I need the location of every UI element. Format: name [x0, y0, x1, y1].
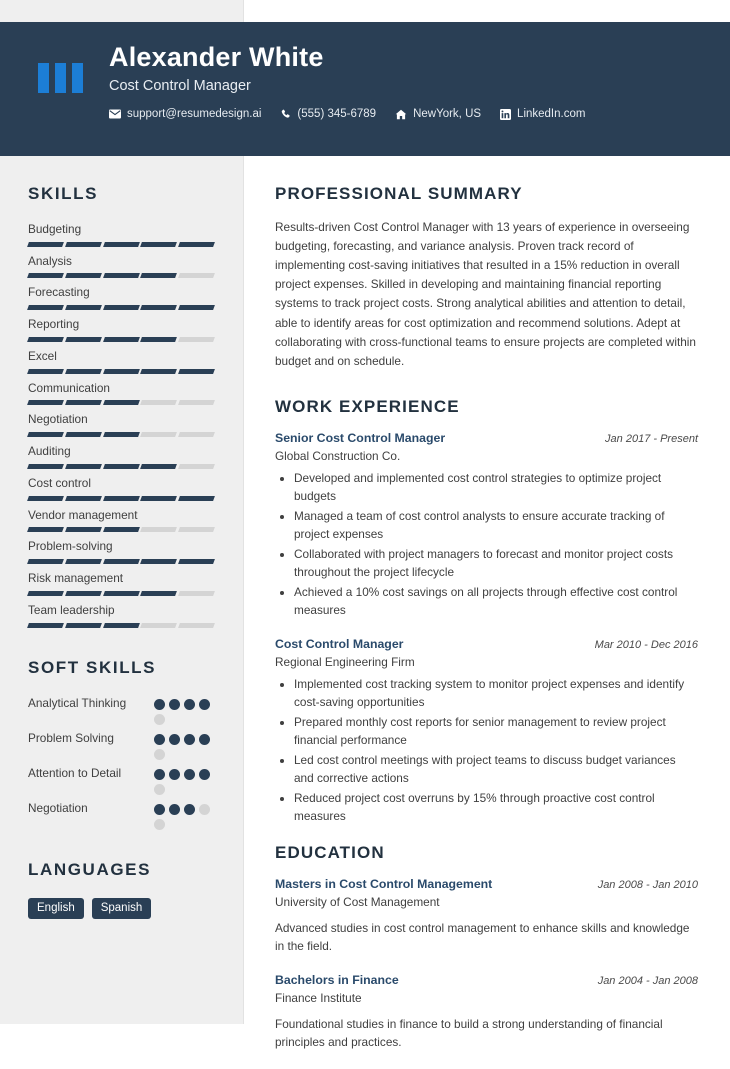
contact-row	[109, 108, 585, 120]
skill-bar-segment	[65, 305, 102, 310]
candidate-name: Alexander White	[109, 42, 324, 72]
three-bars-logo-icon	[38, 63, 83, 93]
skill-bar-segment	[65, 496, 102, 501]
skill-bar-segment	[103, 432, 140, 437]
experience-entry-header	[275, 431, 698, 447]
skill-bar-segment	[178, 559, 215, 564]
skill-level-bar	[28, 527, 214, 532]
education-date: Jan 2008 - Jan 2010	[597, 878, 698, 891]
experience-bullet: • Prepared monthly cost reports for senior management to review project financial performance	[294, 714, 698, 750]
language-chip: Spanish	[92, 898, 152, 920]
skill-bar-segment	[140, 559, 177, 564]
skill-label: Communication	[28, 380, 110, 395]
skill-level-bar	[28, 464, 214, 469]
skill-row	[28, 381, 214, 406]
skill-bar-segment	[140, 337, 177, 342]
rating-dot	[154, 784, 165, 795]
phone-icon	[280, 109, 291, 120]
skill-bar-segment	[178, 527, 215, 532]
experience-entry	[275, 637, 698, 826]
experience-entry-header	[275, 637, 698, 653]
skill-row	[28, 349, 214, 374]
rating-dot	[184, 699, 195, 710]
skill-bar-segment	[65, 369, 102, 374]
skill-bar-segment	[140, 432, 177, 437]
skill-bar-segment	[65, 273, 102, 278]
skill-bar-segment	[178, 337, 215, 342]
skill-level-bar	[28, 273, 214, 278]
skill-row	[28, 476, 214, 501]
skill-bar-segment	[103, 496, 140, 501]
skill-bar-segment	[103, 369, 140, 374]
experience-organization: Regional Engineering Firm	[275, 654, 415, 669]
skill-bar-segment	[27, 496, 64, 501]
contact-location-text: NewYork, US	[413, 108, 482, 121]
professional-summary-heading: PROFESSIONAL SUMMARY	[275, 184, 523, 203]
skill-bar-segment	[27, 305, 64, 310]
skill-bar-segment	[103, 400, 140, 405]
skill-bar-segment	[140, 527, 177, 532]
rating-dot	[169, 769, 180, 780]
skill-label: Excel	[28, 348, 57, 363]
experience-date: Jan 2017 - Present	[605, 432, 698, 445]
linkedin-icon	[500, 109, 511, 120]
education-degree: Masters in Cost Control Management	[275, 876, 493, 891]
skill-row	[28, 317, 214, 342]
skill-bar-segment	[27, 464, 64, 469]
contact-linkedin-text: LinkedIn.com	[517, 108, 586, 121]
rating-dot	[184, 804, 195, 815]
skill-level-bar	[28, 496, 214, 501]
soft-skill-row	[28, 766, 214, 795]
rating-dot	[154, 699, 165, 710]
education-list	[275, 877, 698, 1052]
languages-heading: LANGUAGES	[28, 859, 152, 879]
rating-dot	[154, 769, 165, 780]
education-entry-header	[275, 973, 698, 989]
language-chip: English	[28, 898, 84, 920]
skill-row	[28, 571, 214, 596]
skill-bar-segment	[178, 273, 215, 278]
rating-dot	[199, 699, 210, 710]
skill-level-bar	[28, 591, 214, 596]
work-experience-list	[275, 431, 698, 826]
education-description: Advanced studies in cost control management to enhance skills and knowledge in the field.	[275, 921, 690, 954]
skill-bar-segment	[27, 273, 64, 278]
skill-label: Budgeting	[28, 222, 82, 236]
skill-bar-segment	[140, 464, 177, 469]
skill-bar-segment	[178, 496, 215, 501]
skill-row	[28, 285, 214, 310]
contact-email[interactable]	[109, 108, 261, 120]
skill-bar-segment	[103, 623, 140, 628]
skill-bar-segment	[27, 337, 64, 342]
rating-dot	[184, 769, 195, 780]
skill-bar-segment	[65, 432, 102, 437]
experience-bullet: • Implemented cost tracking system to monitor project expenses and identify cost-saving opportunities	[294, 676, 698, 712]
skill-label: Cost control	[28, 475, 91, 490]
skill-label: Problem-solving	[28, 539, 113, 554]
experience-bullet-list	[275, 676, 698, 825]
skill-bar-segment	[140, 305, 177, 310]
rating-dot	[169, 699, 180, 710]
skill-level-bar	[28, 623, 214, 628]
soft-skill-rating-dots	[154, 766, 214, 795]
experience-entry	[275, 431, 698, 620]
experience-bullet-list	[275, 470, 698, 619]
rating-dot	[184, 734, 195, 745]
skill-bar-segment	[178, 432, 215, 437]
skill-level-bar	[28, 337, 214, 342]
skill-level-bar	[28, 400, 214, 405]
education-heading: EDUCATION	[275, 842, 385, 862]
skill-bar-segment	[27, 527, 64, 532]
skill-label: Analysis	[28, 253, 72, 268]
skill-level-bar	[28, 242, 214, 247]
candidate-job-title: Cost Control Manager	[109, 78, 251, 95]
skill-bar-segment	[178, 464, 215, 469]
soft-skills-heading: SOFT SKILLS	[28, 657, 157, 677]
skill-level-bar	[28, 559, 214, 564]
skill-bar-segment	[65, 623, 102, 628]
rating-dot	[154, 749, 165, 760]
skill-label: Auditing	[28, 444, 71, 459]
skill-bar-segment	[103, 591, 140, 596]
education-entry	[275, 973, 698, 1052]
rating-dot	[154, 804, 165, 815]
skill-row	[28, 222, 214, 247]
skill-bar-segment	[103, 273, 140, 278]
languages-list	[28, 898, 214, 920]
rating-dot	[199, 734, 210, 745]
skill-bar-segment	[65, 242, 102, 247]
education-institution: University of Cost Management	[275, 894, 440, 909]
skill-bar-segment	[27, 432, 64, 437]
rating-dot	[169, 734, 180, 745]
work-experience-heading: WORK EXPERIENCE	[275, 396, 460, 416]
skill-bar-segment	[27, 242, 64, 247]
skills-heading: SKILLS	[28, 184, 99, 203]
skills-list	[28, 222, 214, 628]
skill-label: Team leadership	[28, 602, 115, 617]
contact-phone-text: (555) 345-6789	[297, 108, 377, 121]
contact-email-text: support@resumedesign.ai	[127, 108, 262, 121]
sidebar	[0, 156, 244, 919]
experience-bullet: • Led cost control meetings with project teams to discuss budget variances and corrective actions	[294, 752, 698, 788]
skill-bar-segment	[178, 369, 215, 374]
email-icon	[109, 109, 121, 119]
soft-skill-rating-dots	[154, 801, 214, 830]
skill-bar-segment	[103, 559, 140, 564]
skill-bar-segment	[103, 242, 140, 247]
soft-skill-label: Attention to Detail	[28, 765, 122, 780]
main-column	[244, 156, 730, 1069]
resume-header	[0, 22, 730, 156]
skill-label: Reporting	[28, 317, 80, 332]
soft-skill-label: Negotiation	[28, 800, 88, 815]
skill-bar-segment	[103, 305, 140, 310]
experience-role: Senior Cost Control Manager	[275, 430, 446, 445]
contact-location[interactable]	[395, 108, 481, 120]
skill-bar-segment	[178, 591, 215, 596]
skill-bar-segment	[178, 400, 215, 405]
skill-bar-segment	[27, 559, 64, 564]
skill-bar-segment	[140, 400, 177, 405]
skill-bar-segment	[65, 559, 102, 564]
skill-label: Vendor management	[28, 507, 138, 522]
skill-bar-segment	[27, 591, 64, 596]
soft-skill-row	[28, 696, 214, 725]
experience-bullet: • Collaborated with project managers to forecast and monitor project costs throughout the project lifecycle	[294, 546, 698, 582]
soft-skill-rating-dots	[154, 731, 214, 760]
skill-bar-segment	[178, 242, 215, 247]
rating-dot	[199, 769, 210, 780]
soft-skill-row	[28, 801, 214, 830]
skill-bar-segment	[140, 591, 177, 596]
skill-level-bar	[28, 432, 214, 437]
soft-skill-rating-dots	[154, 696, 214, 725]
skill-row	[28, 603, 214, 628]
soft-skill-label: Problem Solving	[28, 730, 114, 745]
soft-skill-row	[28, 731, 214, 760]
contact-phone[interactable]	[280, 108, 376, 120]
experience-bullet: • Achieved a 10% cost savings on all projects through effective cost control measures	[294, 584, 698, 620]
skill-row	[28, 444, 214, 469]
skill-label: Forecasting	[28, 285, 90, 300]
skill-bar-segment	[27, 400, 64, 405]
skill-bar-segment	[103, 464, 140, 469]
skill-bar-segment	[65, 400, 102, 405]
rating-dot	[154, 714, 165, 725]
experience-bullet: • Reduced project cost overruns by 15% through proactive cost control measures	[294, 790, 698, 826]
education-degree: Bachelors in Finance	[275, 972, 399, 987]
skill-bar-segment	[140, 242, 177, 247]
rating-dot	[154, 819, 165, 830]
skill-bar-segment	[140, 273, 177, 278]
skill-bar-segment	[65, 464, 102, 469]
rating-dot	[154, 734, 165, 745]
skill-bar-segment	[65, 337, 102, 342]
skill-row	[28, 254, 214, 279]
experience-organization: Global Construction Co.	[275, 448, 401, 463]
skill-bar-segment	[103, 337, 140, 342]
rating-dot	[169, 804, 180, 815]
contact-linkedin[interactable]	[500, 108, 585, 120]
education-date: Jan 2004 - Jan 2008	[597, 974, 698, 987]
experience-role: Cost Control Manager	[275, 636, 404, 651]
education-entry	[275, 877, 698, 956]
experience-bullet: • Developed and implemented cost control strategies to optimize project budgets	[294, 470, 698, 506]
skill-row	[28, 539, 214, 564]
experience-bullet: • Managed a team of cost control analysts to ensure accurate tracking of project expenses	[294, 508, 698, 544]
skill-bar-segment	[178, 305, 215, 310]
skill-bar-segment	[27, 623, 64, 628]
education-entry-header	[275, 877, 698, 893]
skill-bar-segment	[140, 623, 177, 628]
home-icon	[395, 109, 407, 120]
professional-summary-text: Results-driven Cost Control Manager with 13 years of experience in overseeing budgeting, forecasting, and variance analysis. Proven track record of implementing cost-saving initiatives that resulted in a 15% reduction in overall project expenses. Skilled in developing and maintaining financial reporting systems to track project costs. Strong analytical abilities and attention to detail, able to identify areas for cost optimization and recommend solutions. Adept at collaborating with cross-functional teams to ensure projects are completed within budget and on schedule.	[275, 220, 696, 368]
skill-level-bar	[28, 369, 214, 374]
skill-bar-segment	[103, 527, 140, 532]
skill-bar-segment	[65, 527, 102, 532]
skill-level-bar	[28, 305, 214, 310]
skill-bar-segment	[65, 591, 102, 596]
skill-row	[28, 508, 214, 533]
skill-row	[28, 412, 214, 437]
soft-skills-list	[28, 696, 214, 830]
skill-label: Risk management	[28, 571, 124, 586]
skill-bar-segment	[178, 623, 215, 628]
skill-bar-segment	[140, 369, 177, 374]
education-description: Foundational studies in finance to build a strong understanding of financial principles and practices.	[275, 1017, 663, 1050]
experience-date: Mar 2010 - Dec 2016	[594, 638, 698, 651]
education-institution: Finance Institute	[275, 990, 362, 1005]
skill-bar-segment	[27, 369, 64, 374]
skill-bar-segment	[140, 496, 177, 501]
rating-dot	[199, 804, 210, 815]
soft-skill-label: Analytical Thinking	[28, 695, 127, 710]
skill-label: Negotiation	[28, 412, 88, 427]
